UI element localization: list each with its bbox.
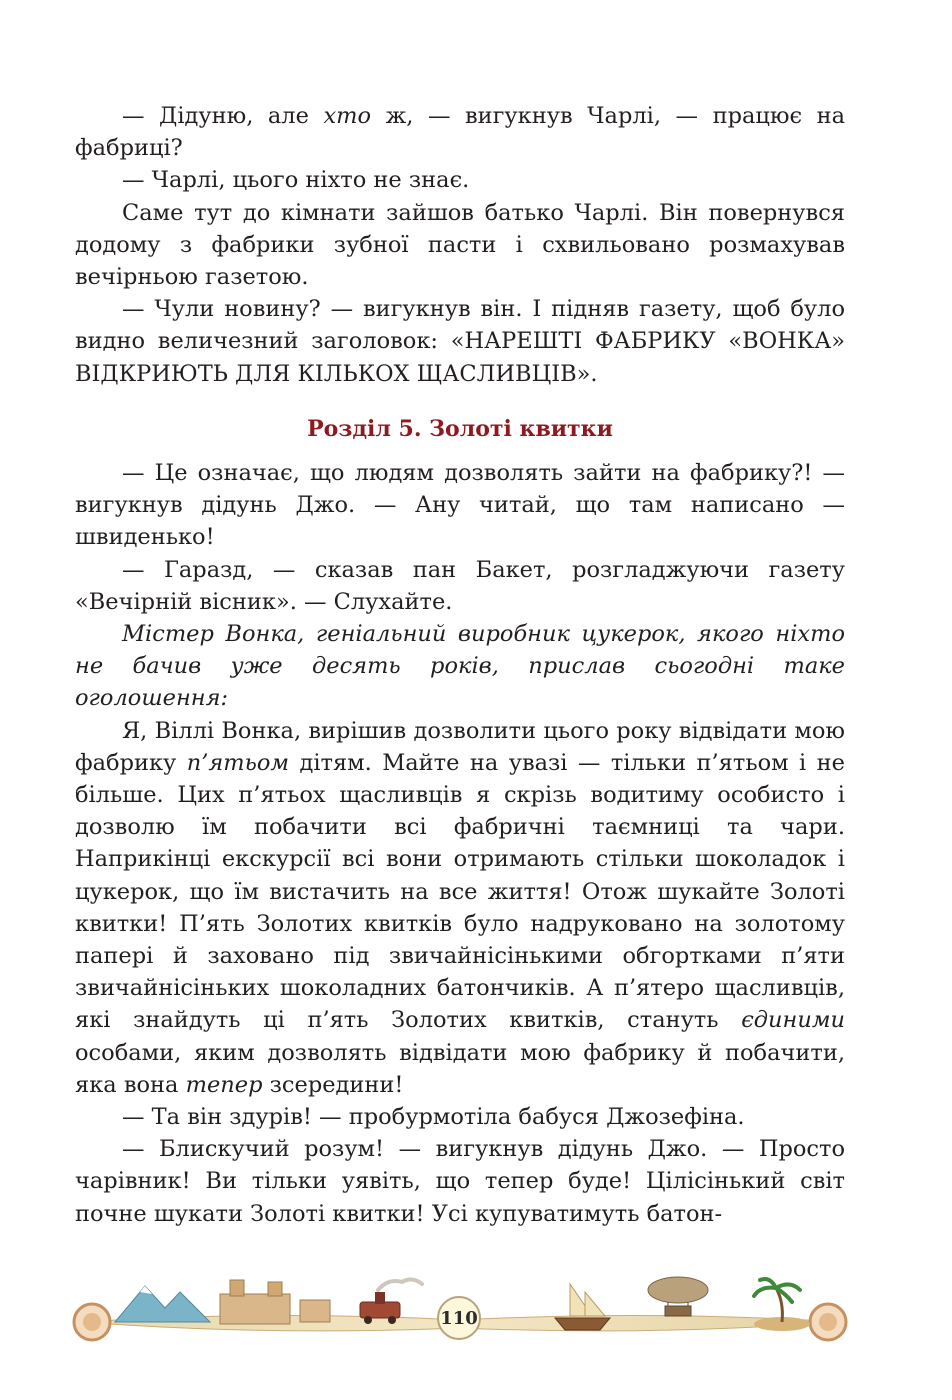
top-text-block <box>75 100 845 390</box>
paragraph: — Чарлі, цього ніхто не знає. <box>122 167 470 194</box>
airship-icon <box>648 1277 708 1316</box>
text-span: — Дідуню, але <box>122 103 324 129</box>
italic-span: єдиними <box>741 1007 845 1034</box>
paragraph: — Та він здурів! — пробурмотіла бабуся Джозефіна. <box>122 1104 745 1131</box>
paragraph <box>75 100 845 164</box>
italic-span: хто <box>323 103 372 129</box>
mountains-icon <box>115 1286 210 1322</box>
paragraph: — Гаразд, — сказав пан Бакет, розгладжуючи газету «Вечірній вісник». — Слухайте. <box>75 556 845 615</box>
left-end-medallion <box>74 1304 110 1340</box>
text-span: ж, — вигукнув Чарлі, — працює на фабриці? <box>75 103 846 162</box>
text-span: дітям. Майте на увазі — тільки п’ятьом і не більше. Цих п’ятьох щасливців я скрізь водитиму особисто і дозволю їм побачити всі фабричні таємниці та чари. Наприкінці екскурсії всі вони отримають стільки шоколадок і цукерок, що їм вистачить на все життя! Отож шукайте Золоті квитки! П’ять Золотих квитків було надруковано на золотому папері й заховано під звичайнісінькими обгортками п’яти звичайнісіньких шоколадних батончиків. А п’ятеро щасливців, які знайдуть ці п’ять Золотих квитків, стануть <box>75 749 845 1034</box>
chapter-text-block <box>75 457 845 1230</box>
italic-span: тепер <box>185 1071 263 1098</box>
text-span: Я, Віллі Вонка, вирішив дозволити цього року відвідати мою фабрику <box>75 717 845 776</box>
text-span: зсередини! <box>262 1071 404 1098</box>
chapter-heading: Розділ 5. Золоті квитки <box>307 416 613 442</box>
page-number: 110 <box>437 1296 481 1340</box>
announcement-paragraph <box>75 715 845 1101</box>
chapter-heading-wrap <box>75 413 845 445</box>
paragraph: — Блискучий розум! — вигукнув дідунь Джо. — Просто чарівник! Ви тільки уявіть, що тепер буде! Цілісінький світ почне шукати Золоті квитки! Усі купуватимуть батон- <box>75 1136 845 1227</box>
text-span: особами, яким дозволять відвідати мою фабрику й побачити, яка вона <box>75 1039 845 1098</box>
train-icon <box>360 1279 422 1324</box>
ship-icon <box>555 1284 610 1330</box>
italic-span: п’ятьом <box>186 749 290 776</box>
castle-icon <box>220 1280 330 1324</box>
paragraph: Саме тут до кімнати зайшов батько Чарлі. Він повернувся додому з фабрики зубної пасти і схвильовано розмахував вечірньою газетою. <box>75 199 845 291</box>
italic-paragraph: Містер Вонка, геніальний виробник цукерок, якого ніхто не бачив уже десять років, прислав сьогодні таке оголошення: <box>75 621 845 712</box>
paragraph: — Це означає, що людям дозволять зайти на фабрику?! — вигукнув дідунь Джо. — Ану читай, що там написано — швиденько! <box>75 460 845 551</box>
palm-tree-icon <box>754 1279 810 1331</box>
right-end-medallion <box>810 1304 846 1340</box>
paragraph: — Чули новину? — вигукнув він. І підняв газету, щоб було видно величезний заголовок: «НАРЕШТІ ФАБРИКУ «ВОНКА» ВІДКРИЮТЬ ДЛЯ КІЛЬКОХ ЩАСЛИВЦІВ». <box>75 296 845 387</box>
